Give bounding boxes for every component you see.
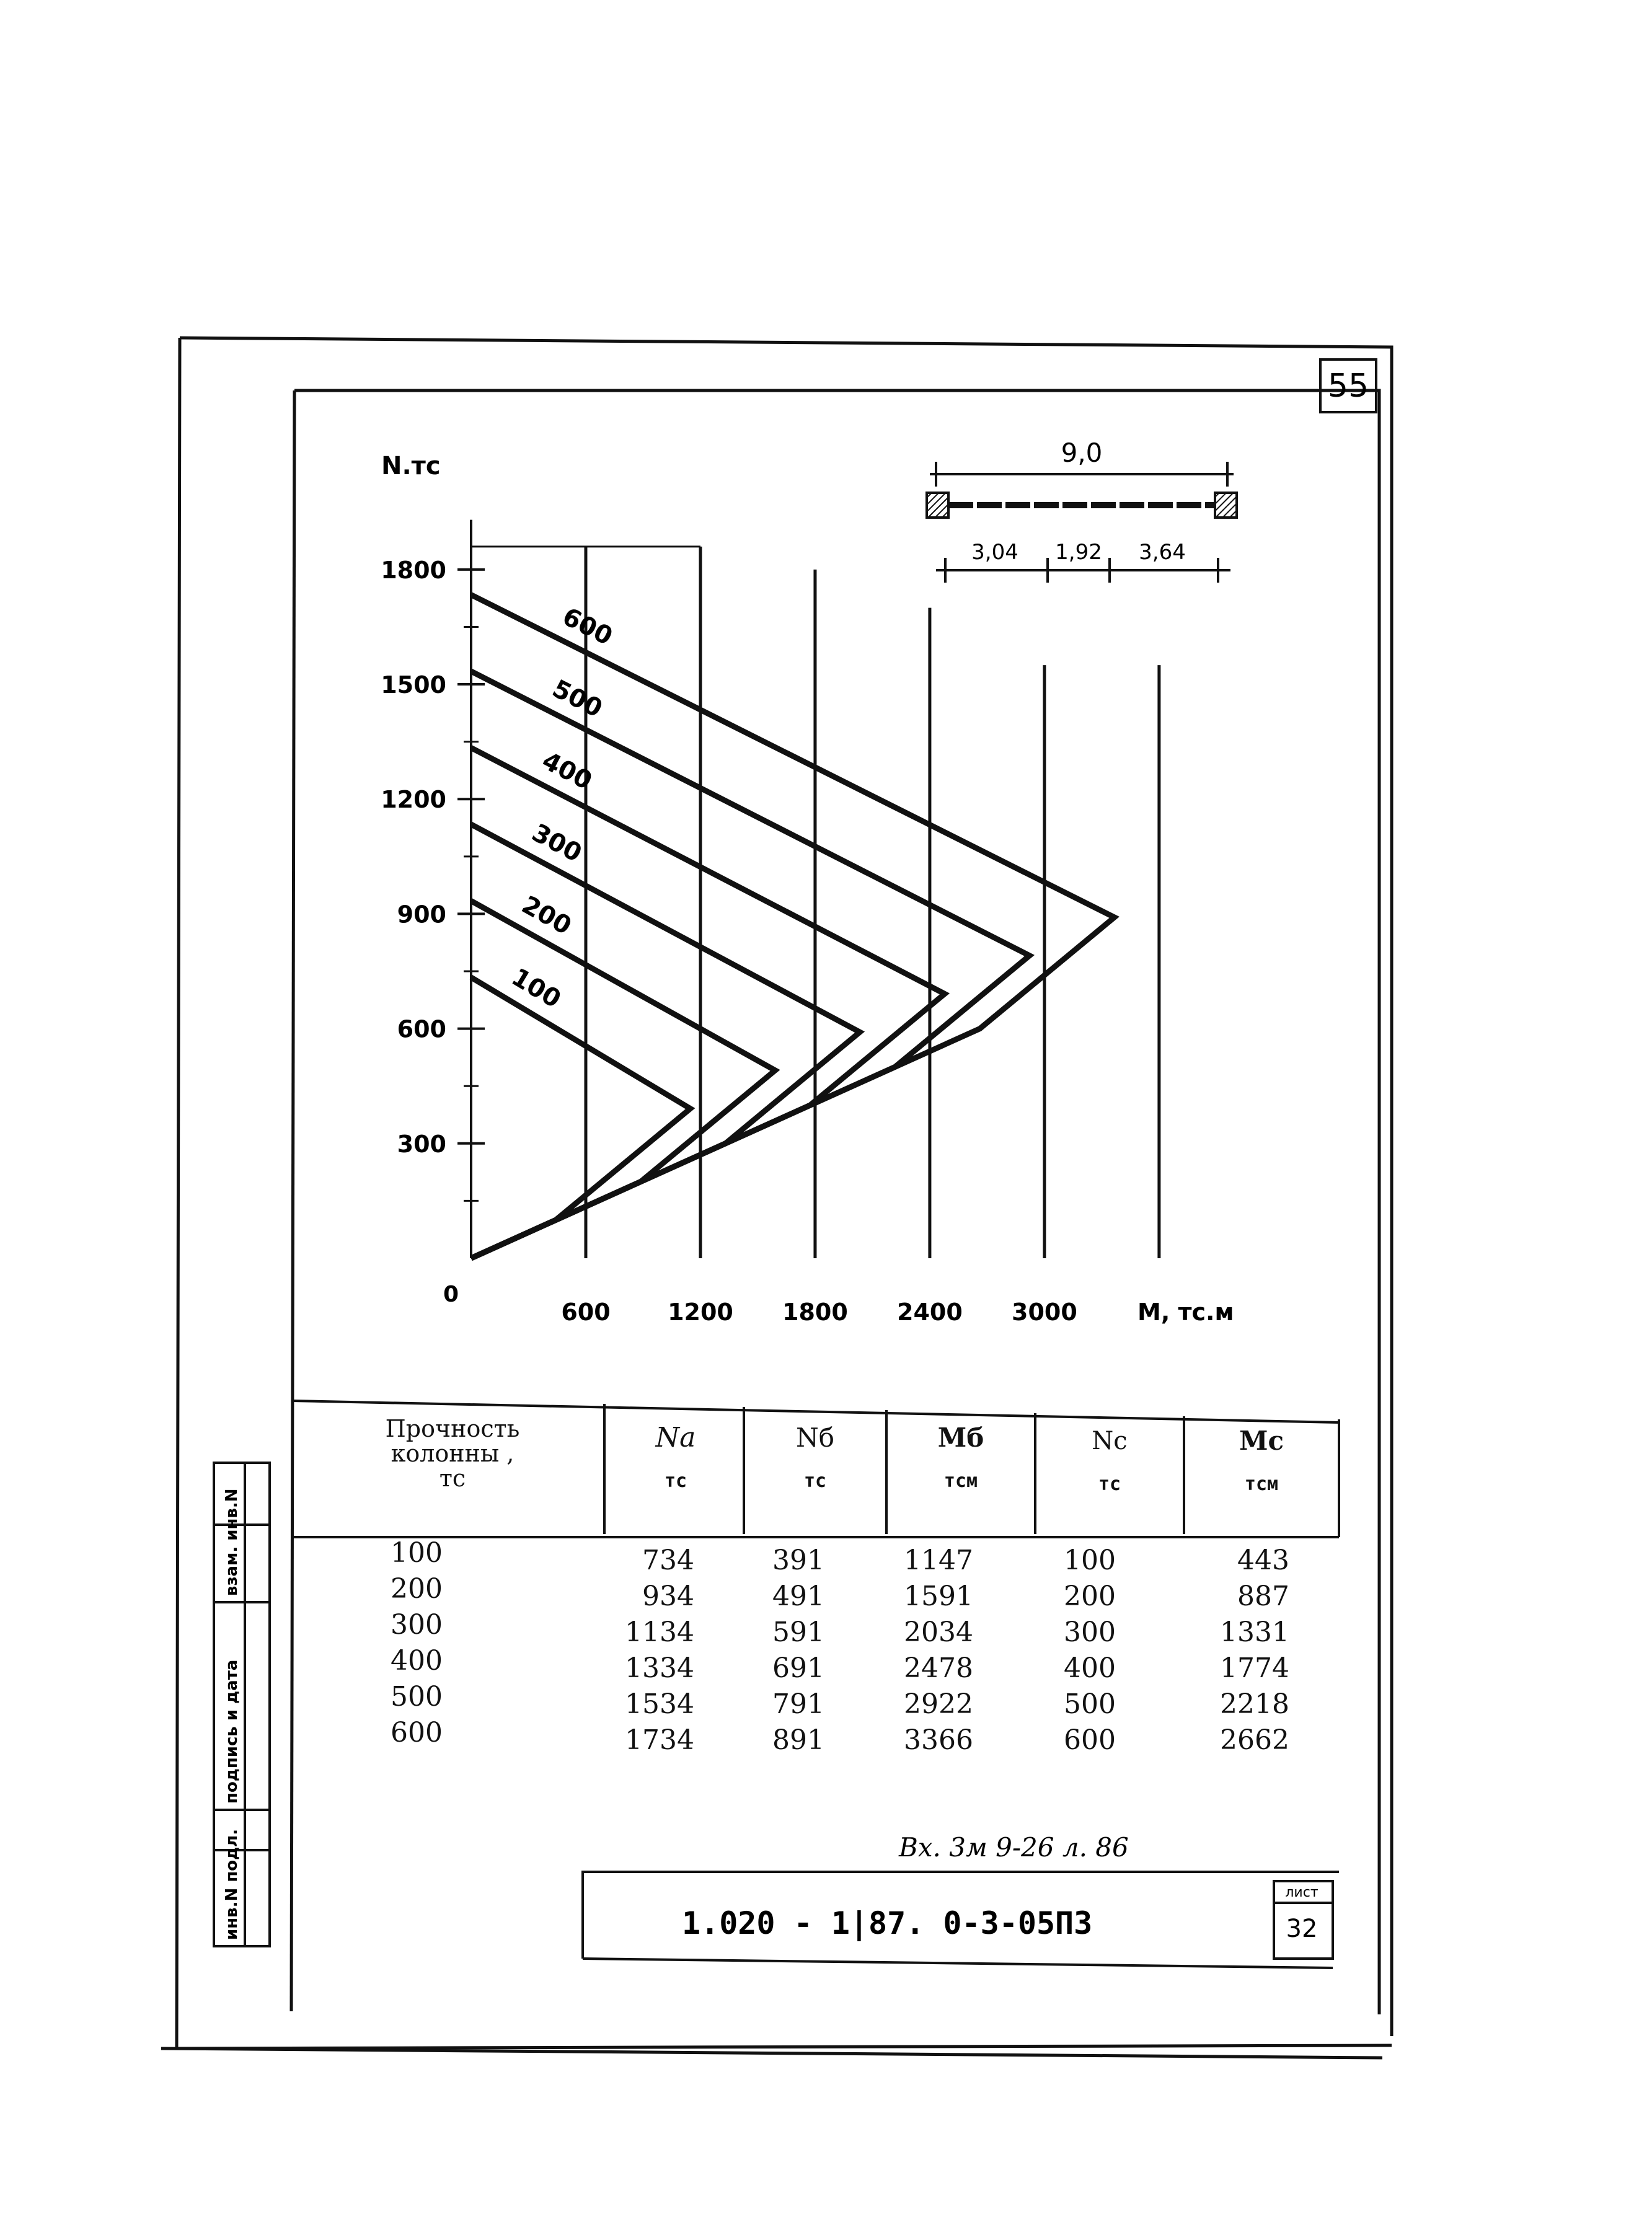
y-tick-label: 900 — [397, 901, 446, 928]
x-tick-label: 1200 — [668, 1299, 733, 1326]
table-cell: 1147 — [904, 1545, 973, 1576]
table-cell: 600 — [1064, 1724, 1116, 1756]
series-label: 500 — [547, 674, 607, 723]
table-cell: 400 — [1064, 1652, 1116, 1684]
table-cell-strength: 200 — [391, 1573, 443, 1605]
table-header-mb — [902, 1422, 1020, 1494]
header-mb-label: Mб — [937, 1422, 984, 1453]
table-cell: 3366 — [904, 1724, 973, 1756]
x-tick-label: 2400 — [897, 1299, 963, 1326]
stamp-podpis: подпись и дата — [223, 1659, 241, 1804]
table-cell-strength: 400 — [391, 1645, 443, 1677]
series-line — [471, 824, 860, 1258]
header-nb-label: Nб — [795, 1422, 835, 1453]
table-cell: 443 — [1237, 1545, 1289, 1576]
table-cell: 887 — [1237, 1581, 1289, 1612]
table-cell-strength: 100 — [391, 1537, 443, 1569]
table-cell: 591 — [772, 1616, 824, 1648]
table-cell-strength: 500 — [391, 1681, 443, 1713]
table-cell: 1774 — [1220, 1652, 1289, 1684]
series-label: 300 — [527, 818, 586, 868]
x-tick-label: 3000 — [1012, 1299, 1077, 1326]
stamp-inv-podl: инв.N подл. — [223, 1828, 241, 1940]
y-tick-label: 600 — [397, 1015, 446, 1043]
outer-frame — [161, 338, 1392, 2058]
header-na-unit: тс — [664, 1470, 687, 1492]
y-tick-label: 1200 — [381, 786, 446, 814]
stamp-vzam: взам. инв.N — [223, 1488, 241, 1596]
scheme-segment-2: 1,92 — [1055, 540, 1102, 565]
table-cell: 1734 — [625, 1724, 694, 1756]
list-label: лист — [1285, 1885, 1319, 1900]
table-cell: 934 — [642, 1581, 694, 1612]
header-strength-label: Прочность колонны , — [385, 1415, 520, 1467]
table-header-na — [620, 1422, 731, 1494]
header-nc-label: Nс — [1092, 1427, 1128, 1455]
table-cell: 734 — [642, 1545, 694, 1576]
series-line — [471, 977, 691, 1258]
table-cell: 1534 — [625, 1688, 694, 1720]
table-cell: 1591 — [904, 1581, 973, 1612]
series-label: 100 — [506, 963, 566, 1014]
table-cell: 2034 — [904, 1616, 973, 1648]
table-cell: 200 — [1064, 1581, 1116, 1612]
table-cell: 791 — [772, 1688, 824, 1720]
table-cell-strength: 300 — [391, 1609, 443, 1641]
page-number: 55 — [1327, 368, 1369, 405]
table-cell: 300 — [1064, 1616, 1116, 1648]
header-mc-label: Mс — [1239, 1426, 1284, 1456]
scheme-segment-1: 3,04 — [971, 540, 1018, 565]
header-nc-unit: тс — [1098, 1473, 1121, 1495]
table-cell: 691 — [772, 1652, 824, 1684]
series-label: 200 — [516, 890, 576, 941]
table-header-strength — [347, 1416, 558, 1491]
table-cell: 1334 — [625, 1652, 694, 1684]
origin-label: 0 — [443, 1282, 459, 1307]
y-tick-label: 300 — [397, 1130, 446, 1158]
table-cell: 1331 — [1220, 1616, 1289, 1648]
y-tick-label: 1500 — [381, 671, 446, 699]
series-label: 400 — [537, 746, 597, 796]
table-cell: 891 — [772, 1724, 824, 1756]
x-tick-label: 600 — [561, 1299, 611, 1326]
list-number: 32 — [1286, 1915, 1318, 1943]
table-header-nb — [759, 1422, 871, 1494]
header-mb-unit: тсм — [943, 1470, 978, 1492]
y-tick-label: 1800 — [381, 556, 446, 584]
table-cell: 391 — [772, 1545, 824, 1576]
table-cell: 491 — [772, 1581, 824, 1612]
handwritten-note: Вх. 3м 9-26 л. 86 — [899, 1832, 1129, 1863]
series-label: 600 — [558, 602, 617, 651]
table-cell: 500 — [1064, 1688, 1116, 1720]
table-cell: 2922 — [904, 1688, 973, 1720]
scheme-segment-3: 3,64 — [1139, 540, 1186, 565]
table-cell: 1134 — [625, 1616, 694, 1648]
interaction-chart — [381, 520, 1159, 1326]
y-axis-label: N.тс — [381, 452, 441, 480]
table-cell: 100 — [1064, 1545, 1116, 1576]
table-header-nc — [1054, 1429, 1165, 1497]
x-axis-label: M, тс.м — [1137, 1299, 1234, 1326]
x-tick-label: 1800 — [782, 1299, 848, 1326]
header-na-label: Na — [655, 1422, 696, 1453]
scheme-total: 9,0 — [1061, 438, 1103, 468]
header-nb-unit: тс — [803, 1470, 827, 1492]
table-cell: 2662 — [1220, 1724, 1289, 1756]
series-line — [471, 901, 775, 1258]
header-mc-unit: тсм — [1244, 1473, 1279, 1495]
table-cell: 2478 — [904, 1652, 973, 1684]
table-header-mc — [1203, 1426, 1320, 1497]
header-strength-unit: тс — [439, 1465, 466, 1492]
drawing-code: 1.020 - 1|87. 0-3-05ПЗ — [682, 1905, 1093, 1941]
table-cell: 2218 — [1220, 1688, 1289, 1720]
table-cell-strength: 600 — [391, 1717, 443, 1748]
